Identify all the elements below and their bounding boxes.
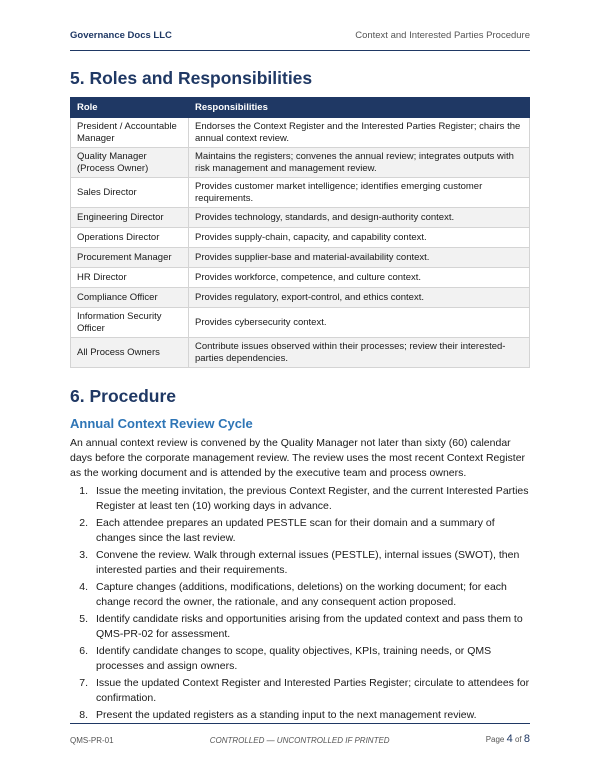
page-header — [70, 30, 530, 51]
step-text: Convene the review. Walk through external issues (PESTLE), internal issues (SWOT), then interested parties and their requirements. — [96, 549, 520, 576]
responsibility-cell: Provides technology, standards, and design-authority context. — [189, 208, 530, 228]
table-row — [71, 228, 530, 248]
table-row — [71, 248, 530, 268]
step-number: 3. — [79, 549, 88, 561]
column-header-responsibilities: Responsibilities — [189, 98, 530, 118]
company-name: Governance Docs LLC — [70, 30, 172, 41]
list-item — [70, 676, 532, 706]
procedure-steps — [70, 484, 532, 725]
table-row — [71, 118, 530, 148]
document-title: Context and Interested Parties Procedure — [355, 30, 530, 41]
step-text: Identify candidate risks and opportunities arising from the updated context and pass them to QMS-PR-02 for assessment. — [96, 613, 523, 640]
list-item — [70, 644, 532, 674]
step-text: Each attendee prepares an updated PESTLE scan for their domain and a summary of changes since the last review. — [96, 517, 495, 544]
table-header-row — [71, 98, 530, 118]
role-cell: President / Accountable Manager — [71, 118, 189, 148]
responsibility-cell: Provides cybersecurity context. — [189, 308, 530, 338]
page-current: 4 — [506, 733, 513, 745]
role-cell: Engineering Director — [71, 208, 189, 228]
step-number: 7. — [79, 677, 88, 689]
responsibility-cell: Contribute issues observed within their processes; review their interested-parties dependencies. — [189, 338, 530, 368]
role-cell: Compliance Officer — [71, 288, 189, 308]
controlled-notice: CONTROLLED — UNCONTROLLED IF PRINTED — [209, 736, 390, 745]
role-cell: Procurement Manager — [71, 248, 189, 268]
page-word: Page — [485, 735, 505, 744]
page-footer — [70, 723, 530, 745]
intro-paragraph: An annual context review is convened by the Quality Manager not later than sixty (60) calendar days before the corporate management review. The review uses the most recent Context Register as the working document and is attended by the executive team and process owners. — [70, 437, 526, 479]
step-text: Issue the meeting invitation, the previous Context Register, and the current Interested Parties Register at least ten (10) working days in advance. — [96, 485, 529, 512]
list-item — [70, 548, 532, 578]
step-text: Issue the updated Context Register and Interested Parties Register; circulate to attendees for confirmation. — [96, 677, 530, 704]
responsibility-cell: Provides customer market intelligence; identifies emerging customer requirements. — [189, 178, 530, 208]
table-row — [71, 268, 530, 288]
section-6-title: 6. Procedure — [70, 386, 177, 406]
step-text: Identify candidate changes to scope, quality objectives, KPIs, training needs, or QMS processes and assign owners. — [96, 645, 492, 672]
responsibility-cell: Provides workforce, competence, and culture context. — [189, 268, 530, 288]
roles-table — [70, 97, 530, 368]
step-number: 6. — [79, 645, 88, 657]
table-row — [71, 288, 530, 308]
step-number: 5. — [79, 613, 88, 625]
page-of: of — [514, 735, 522, 744]
responsibility-cell: Provides supplier-base and material-availability context. — [189, 248, 530, 268]
column-header-role: Role — [71, 98, 189, 118]
step-number: 8. — [79, 709, 88, 721]
responsibility-cell: Endorses the Context Register and the Interested Parties Register; chairs the annual context review. — [189, 118, 530, 148]
section-5-title: 5. Roles and Responsibilities — [70, 68, 313, 88]
list-item — [70, 580, 532, 610]
step-number: 2. — [79, 517, 88, 529]
role-cell: All Process Owners — [71, 338, 189, 368]
role-cell: HR Director — [71, 268, 189, 288]
list-item — [70, 708, 532, 723]
role-cell: Information Security Officer — [71, 308, 189, 338]
page-total: 8 — [523, 733, 530, 745]
page-number — [486, 733, 530, 745]
table-row — [71, 208, 530, 228]
document-code: QMS-PR-01 — [70, 736, 114, 745]
table-row — [71, 148, 530, 178]
role-cell: Quality Manager (Process Owner) — [71, 148, 189, 178]
table-row — [71, 308, 530, 338]
step-text: Capture changes (additions, modifications, deletions) on the working document; for each change record the owner, the rationale, and any consequent action proposed. — [96, 581, 507, 608]
responsibility-cell: Provides supply-chain, capacity, and capability context. — [189, 228, 530, 248]
role-cell: Operations Director — [71, 228, 189, 248]
list-item — [70, 516, 532, 546]
responsibility-cell: Provides regulatory, export-control, and ethics context. — [189, 288, 530, 308]
table-row — [71, 338, 530, 368]
list-item — [70, 612, 532, 642]
step-number: 4. — [79, 581, 88, 593]
list-item — [70, 484, 532, 514]
step-number: 1. — [79, 485, 88, 497]
table-row — [71, 178, 530, 208]
subsection-title: Annual Context Review Cycle — [70, 416, 253, 431]
role-cell: Sales Director — [71, 178, 189, 208]
step-text: Present the updated registers as a standing input to the next management review. — [96, 709, 477, 721]
responsibility-cell: Maintains the registers; convenes the annual review; integrates outputs with risk management and management review. — [189, 148, 530, 178]
